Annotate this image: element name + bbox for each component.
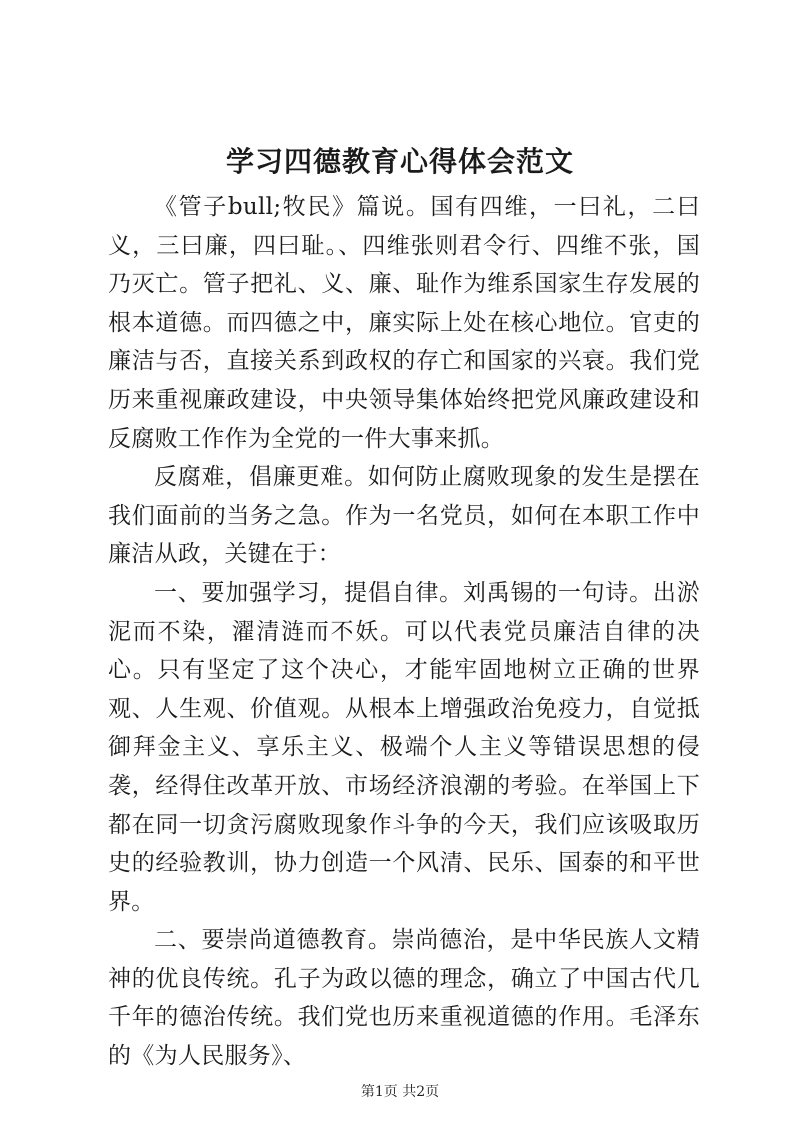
document-body	[108, 188, 700, 1076]
paragraph-2: 反腐难，倡廉更难。如何防止腐败现象的发生是摆在我们面前的当务之急。作为一名党员，如何在本职工作中廉洁从政，关键在于：	[108, 464, 700, 568]
document-title: 学习四德教育心得体会范文	[225, 145, 574, 178]
paragraph-1: 《管子bull;牧民》篇说。国有四维，一曰礼，二曰义，三曰廉，四曰耻。、四维张则君令行、四维不张，国乃灭亡。管子把礼、义、廉、耻作为维系国家生存发展的根本道德。而四德之中，廉实际上处在核心地位。官吏的廉洁与否，直接关系到政权的存亡和国家的兴衰。我们党历来重视廉政建设，中央领导集体始终把党风廉政建设和反腐败工作作为全党的一件大事来抓。	[108, 194, 700, 452]
paragraph-4: 二、要崇尚道德教育。崇尚德治，是中华民族人文精神的优良传统。孔子为政以德的理念，确立了中国古代几千年的德治传统。我们党也历来重视道德的作用。毛泽东的《为人民服务》、	[108, 927, 700, 1070]
page-footer: 第1页 共2页	[360, 1084, 440, 1100]
paragraph-3: 一、要加强学习，提倡自律。刘禹锡的一句诗。出淤泥而不染，濯清涟而不妖。可以代表党员廉洁自律的决心。只有坚定了这个决心，才能牢固地树立正确的世界观、人生观、价值观。从根本上增强政治免疫力，自觉抵御拜金主义、享乐主义、极端个人主义等错误思想的侵袭，经得住改革开放、市场经济浪潮的考验。在举国上下都在同一切贪污腐败现象作斗争的今天，我们应该吸取历史的经验教训，协力创造一个风清、民乐、国泰的和平世界。	[108, 579, 700, 915]
